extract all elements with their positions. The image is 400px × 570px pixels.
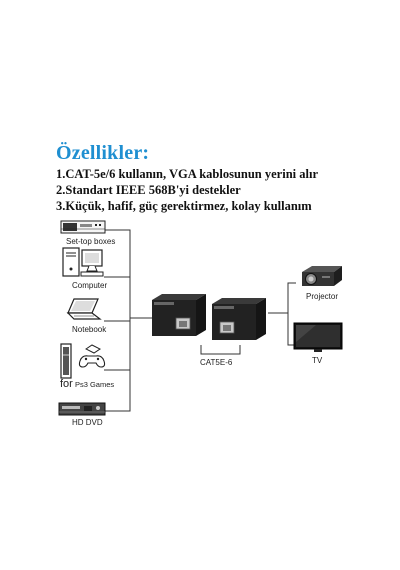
tv-label: TV [312, 356, 323, 365]
settop-label: Set-top boxes [66, 237, 116, 246]
tv-icon [292, 322, 344, 354]
feature-2: 2.Standart IEEE 568B'yi destekler [56, 183, 241, 197]
extender-transmitter-icon [150, 292, 208, 342]
extender-receiver-icon [210, 296, 268, 346]
projector-icon [298, 262, 346, 290]
features-heading: Özellikler: [56, 142, 150, 164]
cable-label: CAT5E-6 [200, 358, 233, 367]
set-top-box-icon [60, 218, 106, 236]
ps3-console-icon [60, 343, 108, 379]
computer-icon [62, 247, 104, 277]
feature-1: 1.CAT-5e/6 kullanın, VGA kablosunun yerini alır [56, 167, 318, 181]
ps3-label-prefix: for [60, 378, 73, 390]
ps3-label [60, 378, 114, 390]
projector-label: Projector [306, 292, 339, 301]
feature-3: 3.Küçük, hafif, güç gerektirmez, kolay kullanım [56, 199, 312, 213]
notebook-icon [64, 297, 104, 323]
ps3-label-text: Ps3 Games [74, 380, 115, 389]
notebook-label: Notebook [72, 325, 107, 334]
computer-label: Computer [72, 281, 108, 290]
hd-dvd-player-icon [58, 402, 106, 416]
hddvd-label: HD DVD [72, 418, 103, 427]
